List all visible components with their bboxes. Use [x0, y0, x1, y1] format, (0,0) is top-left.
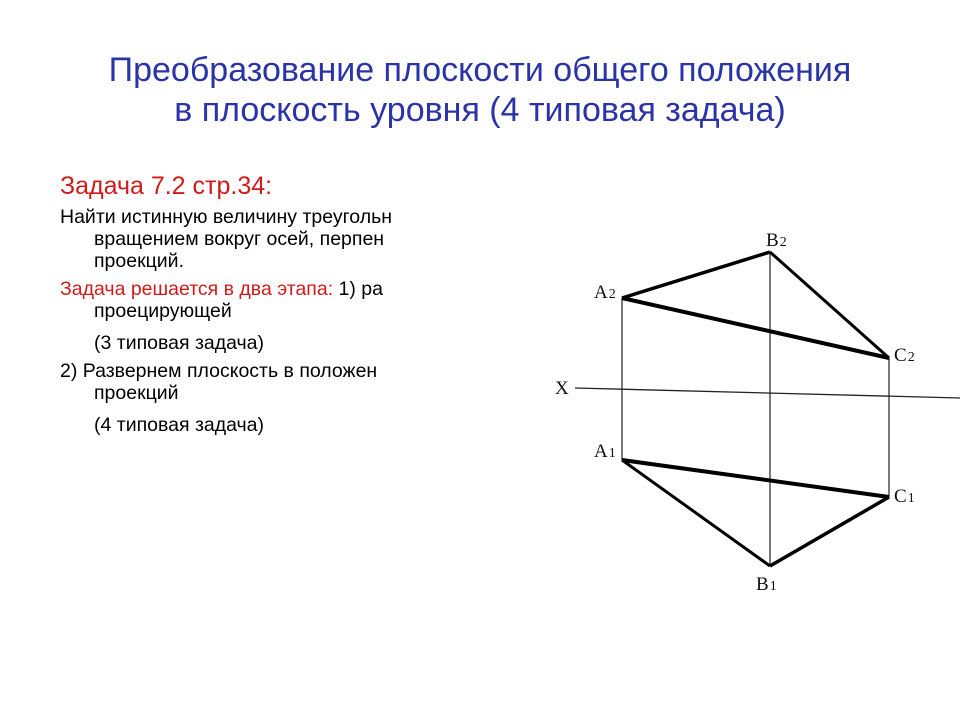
title-line-1: Преобразование плоскости общего положения — [108, 51, 852, 89]
title-line-2: в плоскость уровня (4 типовая задача) — [174, 91, 786, 129]
x-axis-label: X — [555, 378, 569, 399]
edge-a1-c1 — [622, 460, 889, 497]
x-axis-line — [575, 388, 960, 398]
p2-red-text: Задача решается в два этапа: — [60, 278, 334, 300]
edge-c1-b1 — [770, 497, 889, 566]
point-label-a1: A1 — [594, 441, 616, 462]
p1-line-1: Найти истинную величину треугольн — [60, 206, 393, 228]
point-label-c2: C2 — [894, 345, 915, 366]
point-label-a2: A2 — [594, 282, 616, 303]
p2-rest-text: 1) ра — [333, 278, 383, 300]
p3-line-2: проекций — [94, 382, 179, 404]
p3-line-3: (4 типовая задача) — [94, 414, 265, 436]
edge-a2-b2 — [622, 252, 770, 298]
p1-line-2: вращением вокруг осей, перпен — [94, 228, 385, 250]
p2-line-2: проецирующей — [94, 300, 232, 322]
p1-line-3: проекций. — [94, 250, 184, 272]
p2-line-3: (3 типовая задача) — [94, 332, 265, 354]
point-label-b2: B2 — [766, 230, 787, 251]
task-heading: Задача 7.2 стр.34: — [60, 172, 273, 200]
p3-line-1: 2) Развернем плоскость в положен — [60, 360, 378, 382]
point-label-c1: C1 — [894, 486, 915, 507]
edge-a2-c2 — [622, 298, 889, 358]
edge-b2-c2 — [770, 252, 889, 358]
point-label-b1: B1 — [756, 574, 777, 595]
